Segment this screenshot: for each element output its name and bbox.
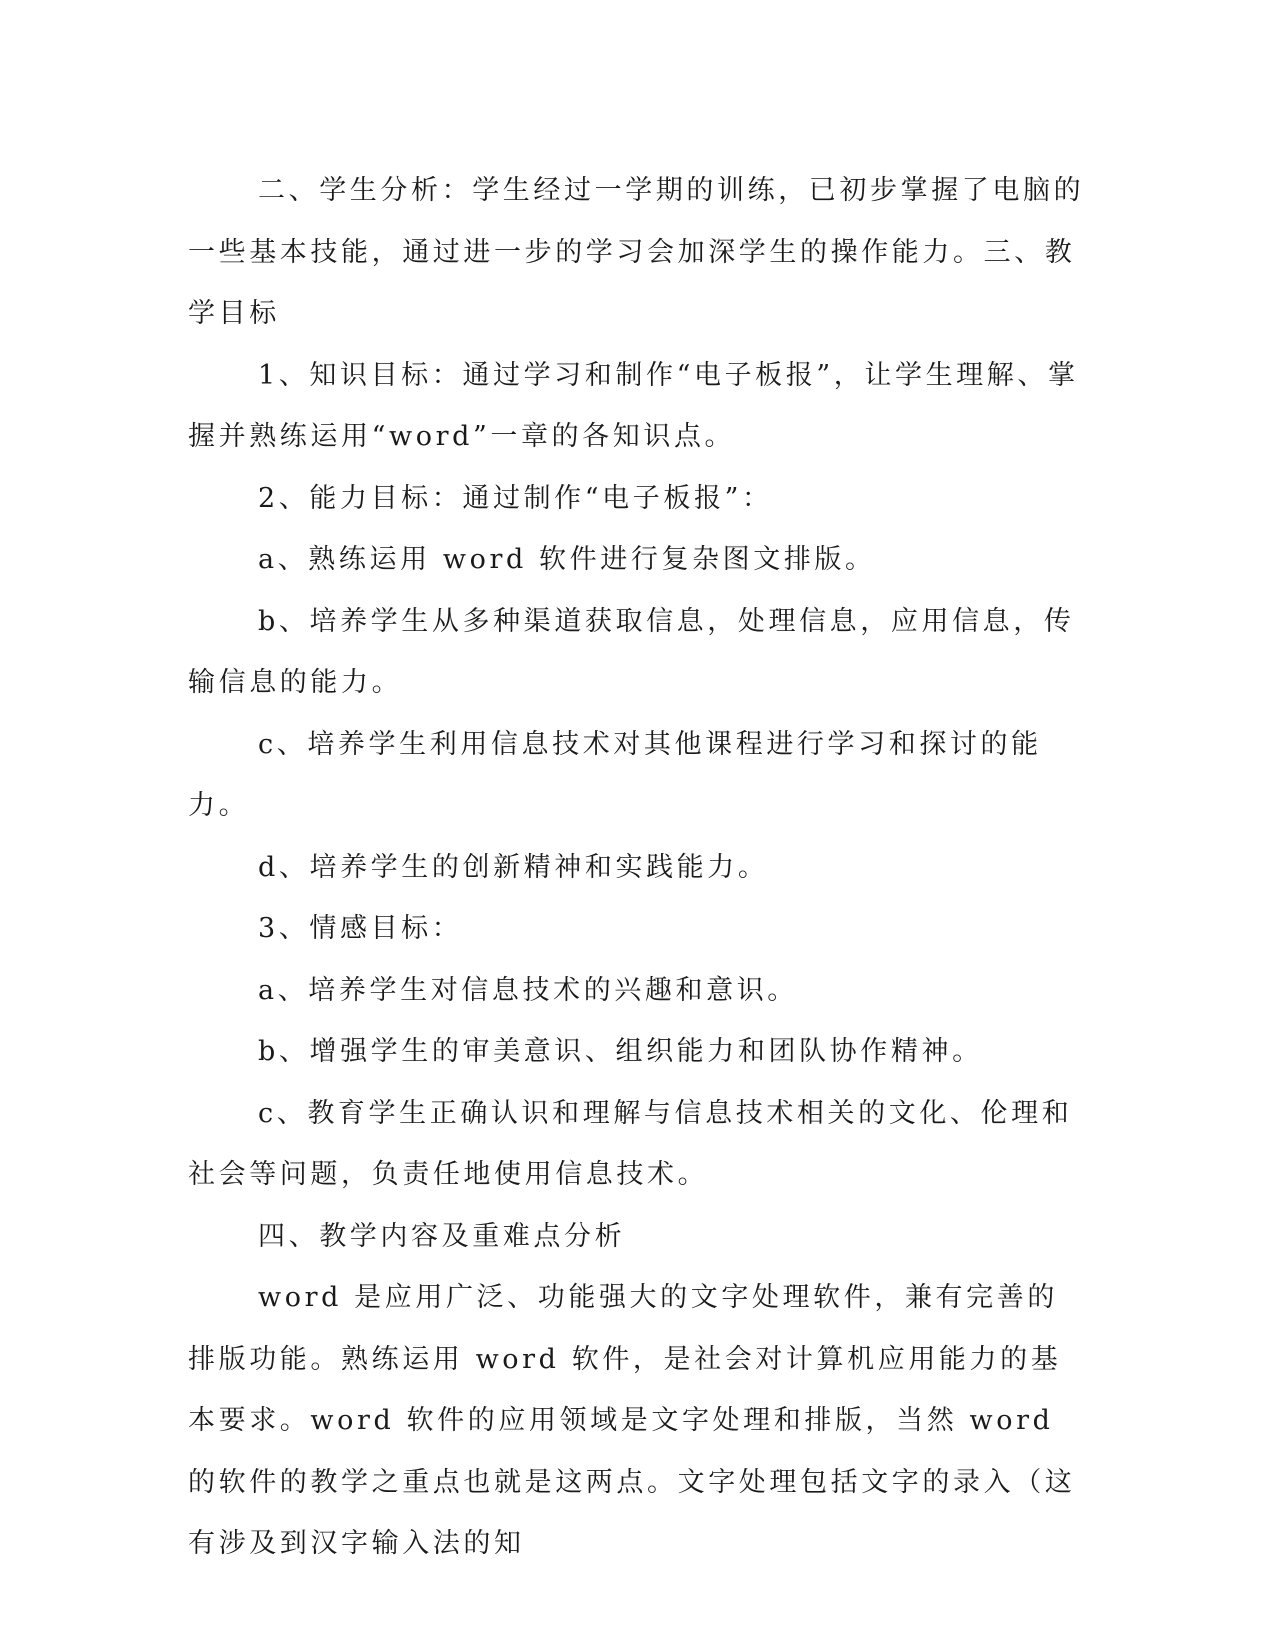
paragraph-emotion-c: c、教育学生正确认识和理解与信息技术相关的文化、伦理和社会等问题，负责任地使用信息技术。 [188, 1097, 1073, 1190]
paragraph-ability-b: b、培养学生从多种渠道获取信息，处理信息，应用信息，传输信息的能力。 [188, 605, 1075, 698]
paragraph-ability-a: a、熟练运用 word 软件进行复杂图文排版。 [258, 544, 876, 575]
paragraph-emotion-a: a、培养学生对信息技术的兴趣和意识。 [258, 974, 798, 1006]
section-heading-content: 四、教学内容及重难点分析 [258, 1220, 626, 1252]
paragraph-student-analysis: 二、学生分析：学生经过一学期的训练，已初步掌握了电脑的一些基本技能，通过进一步的学习会加深学生的操作能力。三、教学目标 [188, 175, 1085, 329]
document-body [188, 160, 1088, 1575]
paragraph-emotion-goal: 3、情感目标： [258, 913, 463, 944]
paragraph-ability-c: c、培养学生利用信息技术对其他课程进行学习和探讨的能力。 [188, 728, 1042, 821]
paragraph-content-body: word 是应用广泛、功能强大的文字处理软件，兼有完善的排版功能。熟练运用 word 软件，是社会对计算机应用能力的基本要求。word 软件的应用领域是文字处理和排版，当然 word 的软件的教学之重点也就是这两点。文字处理包括文字的录入（这有涉及到汉字输入法的知 [188, 1282, 1076, 1559]
paragraph-ability-goal: 2、能力目标：通过制作“电子板报”： [258, 482, 773, 514]
paragraph-knowledge-goal: 1、知识目标：通过学习和制作“电子板报”，让学生理解、掌握并熟练运用“word”一章的各知识点。 [188, 359, 1079, 452]
paragraph-ability-d: d、培养学生的创新精神和实践能力。 [258, 851, 769, 883]
paragraph-emotion-b: b、增强学生的审美意识、组织能力和团队协作精神。 [258, 1036, 983, 1067]
